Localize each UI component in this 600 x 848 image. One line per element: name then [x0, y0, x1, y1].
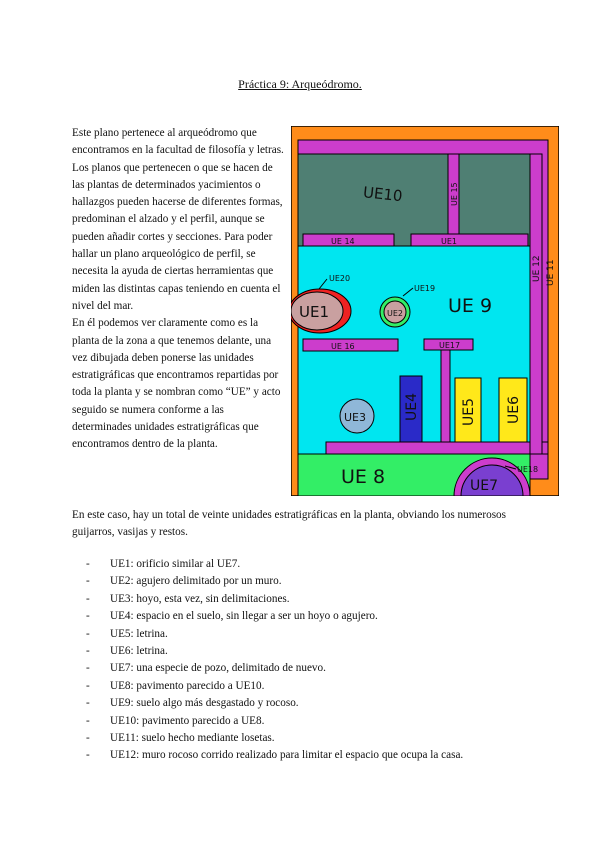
ue6-label: UE6 — [506, 396, 522, 424]
site-plan-drawing — [291, 126, 559, 496]
list-dash: - — [86, 610, 90, 623]
intro-paragraph-2: En él podemos ver claramente como es la planta de la zona a que tenemos delante, una vez dibujada deben ponerse las unidades estratigráficas que encontramos repartidas por toda la planta y se nombran como “UE” y acto seguido se numera conforme a las determinades unidades estratigráficas que encontramos dentro de la planta. — [72, 317, 281, 451]
ue10-label: UE10 — [362, 183, 404, 206]
list-item — [86, 747, 463, 764]
unit-desc: : pavimento parecido a UE10. — [130, 679, 265, 692]
units-list — [86, 556, 463, 765]
list-item — [86, 660, 463, 677]
list-item — [86, 608, 463, 625]
intro-paragraph-3: En este caso, hay un total de veinte unidades estratigráficas en la planta, obviando los numerosos guijarros, vasijas y restos. — [72, 509, 507, 539]
unit-code: UE9 — [110, 697, 131, 710]
list-item — [86, 695, 463, 712]
ue12-label: UE 12 — [532, 255, 542, 282]
ue15-label: UE 15 — [450, 182, 459, 206]
unit-code: UE12 — [110, 749, 137, 762]
unit-code: UE3 — [110, 592, 131, 605]
unit-desc: : agujero delimitado por un muro. — [130, 575, 282, 588]
ue5-label: UE5 — [461, 398, 477, 426]
list-dash: - — [86, 697, 90, 710]
ue18-label: UE18 — [517, 465, 539, 474]
ue14-label: UE 14 — [331, 237, 355, 246]
unit-desc: : letrina. — [130, 645, 168, 658]
list-dash: - — [86, 645, 90, 658]
ue4-label: UE4 — [404, 393, 420, 421]
ue7-label: UE7 — [470, 478, 498, 494]
ue17-wall-stem — [441, 350, 450, 442]
unit-desc: : pavimento parecido a UE8. — [136, 714, 265, 727]
list-item — [86, 556, 463, 573]
intro-text — [72, 125, 285, 454]
list-item — [86, 678, 463, 695]
list-item — [86, 591, 463, 608]
list-item — [86, 713, 463, 730]
ue10-area — [298, 154, 530, 246]
ue16-label: UE 16 — [331, 342, 355, 351]
list-item — [86, 730, 463, 747]
unit-desc: : espacio en el suelo, sin llegar a ser un hoyo o agujero. — [130, 610, 378, 623]
unit-desc: : suelo algo más desgastado y rocoso. — [130, 697, 299, 710]
unit-desc: : letrina. — [130, 627, 168, 640]
unit-code: UE11 — [110, 732, 136, 745]
page-title: Práctica 9: Arqueódromo. — [238, 77, 362, 91]
ue3-label: UE3 — [344, 411, 366, 424]
ue1-wall — [411, 234, 528, 246]
ue20-label: UE20 — [329, 274, 351, 283]
ue17-label: UE17 — [439, 341, 461, 350]
list-dash: - — [86, 749, 90, 762]
list-item — [86, 626, 463, 643]
unit-desc: : suelo hecho mediante losetas. — [135, 732, 275, 745]
ue1-wall-label: UE1 — [441, 237, 457, 246]
list-dash: - — [86, 627, 90, 640]
ue18-wall — [326, 442, 548, 454]
unit-desc: : orificio similar al UE7. — [130, 558, 241, 570]
list-dash: - — [86, 575, 90, 588]
ue2-label: UE2 — [387, 309, 403, 318]
unit-code: UE6 — [110, 645, 131, 658]
list-dash: - — [86, 662, 90, 675]
unit-desc: : una especie de pozo, delimitado de nuevo. — [130, 662, 326, 675]
unit-code: UE8 — [110, 679, 131, 692]
list-dash: - — [86, 558, 90, 570]
unit-code: UE5 — [110, 627, 131, 640]
list-dash: - — [86, 592, 90, 605]
intro-paragraph-1: Este plano pertenece al arqueódromo que encontramos en la facultad de filosofía y letras. Los planos que pertenecen o que se hacen de las plantas de determinados yacimientos o hallazgos pueden hacerse de diferentes formas, predominan el alzado y el perfil, aunque se pueden añadir cortes y secciones. Para poder hallar un plano arqueológico de perfil, se necesita la ayuda de ciertas herramientas que miden las distintas capas teniendo en cuenta el nivel del mar. — [72, 127, 284, 312]
unit-code: UE2 — [110, 575, 131, 588]
unit-code: UE10 — [110, 714, 137, 727]
unit-desc: : muro rocoso corrido realizado para limitar el espacio que ocupa la casa. — [136, 749, 464, 762]
list-dash: - — [86, 679, 90, 692]
ue1-label: UE1 — [299, 303, 329, 321]
ue11-label: UE 11 — [546, 259, 556, 286]
list-item — [86, 643, 463, 660]
list-item — [86, 573, 463, 590]
list-dash: - — [86, 714, 90, 727]
unit-code: UE1 — [110, 558, 131, 570]
unit-code: UE7 — [110, 662, 131, 675]
ue9-label: UE 9 — [448, 295, 493, 317]
list-dash: - — [86, 732, 90, 745]
intro-continuation — [72, 507, 527, 542]
unit-code: UE4 — [110, 610, 131, 623]
unit-desc: : hoyo, esta vez, sin delimitaciones. — [130, 592, 290, 605]
ue12-wall-right — [530, 154, 542, 454]
ue8-label: UE 8 — [341, 466, 386, 488]
ue19-label: UE19 — [414, 284, 436, 293]
